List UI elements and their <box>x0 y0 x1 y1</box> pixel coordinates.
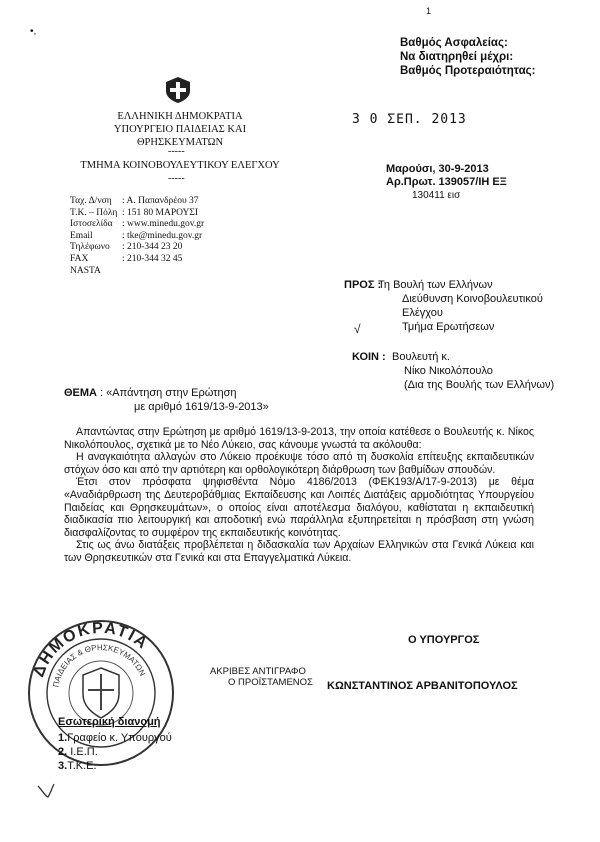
recipient-line: Τη Βουλή των Ελλήνων <box>378 279 493 291</box>
handwritten-mark-icon <box>36 782 56 800</box>
seal-outer-text: ΔΗΜΟΚΡΑΤΙΑ <box>30 619 152 680</box>
greek-emblem-icon <box>164 76 192 104</box>
contact-value: : Α. Παπανδρέου 37 <box>122 196 199 206</box>
priority-level: Βαθμός Προτεραιότητας: <box>400 65 536 77</box>
item-number: 3. <box>58 760 68 772</box>
copy-line: Βουλευτή κ. <box>392 351 450 363</box>
recipient-line: Τμήμα Ερωτήσεων <box>402 321 495 333</box>
subject-label: ΘΕΜΑ <box>64 387 97 399</box>
item-text: Τ.Κ.Ε. <box>67 760 97 772</box>
letter-body <box>64 426 534 565</box>
subject-block <box>64 386 269 414</box>
copy-line: Νίκο Νικολόπουλο <box>404 365 493 377</box>
contact-row <box>70 219 204 231</box>
contact-key: FAX <box>70 253 89 264</box>
separator-dashes: ----- <box>168 173 185 184</box>
contact-value: : 210-344 32 45 <box>122 253 183 264</box>
body-paragraph: Απαντώντας στην Ερώτηση με αριθμό 1619/13-9-2013, την οποία κατέθεσε ο Βουλευτής κ. Νίκος Νικολόπουλος, σχετικά με το Νέο Λύκειο, σας κάνουμε γνωστά τα ακόλουθα: <box>64 426 534 451</box>
list-item <box>58 731 172 745</box>
item-text: Ι.Ε.Π. <box>70 746 98 758</box>
place-date-block <box>386 163 507 202</box>
handwritten-check-mark: √ <box>354 322 361 336</box>
internal-distribution-list <box>58 731 172 773</box>
recipient-label: ΠΡΟΣ : <box>344 279 382 291</box>
contact-key: Email <box>70 230 93 241</box>
received-date-stamp: 3 0 ΣΕΠ. 2013 <box>352 112 467 127</box>
issuer-block <box>70 110 290 149</box>
list-item <box>58 759 172 773</box>
page-number-mark: 1 <box>426 6 432 16</box>
contact-value: : 210-344 23 20 <box>122 242 183 253</box>
protocol-incoming: 130411 εισ <box>412 190 461 201</box>
ministry-name: ΥΠΟΥΡΓΕΙΟ ΠΑΙΔΕΙΑΣ ΚΑΙ ΘΡΗΣΚΕΥΜΑΤΩΝ <box>113 124 247 148</box>
contact-key: NASTA <box>70 265 101 276</box>
recipient-line: Ελέγχου <box>402 307 443 319</box>
security-block <box>400 36 535 78</box>
recipient-lines <box>378 278 543 334</box>
department-name: ΤΜΗΜΑ ΚΟΙΝΟΒΟΥΛΕΥΤΙΚΟΥ ΕΛΕΓΧΟΥ <box>80 160 280 171</box>
seal-inner-text: ΠΑΙΔΕΙΑΣ & ΘΡΗΣΚΕΥΜΑΤΩΝ <box>51 642 148 688</box>
contact-row <box>70 208 204 220</box>
body-paragraph: Η αναγκαιότητα αλλαγών στο Λύκειο προέκυψε τόσο από τη δυσκολία επίτευξης εκπαιδευτικών στόχων όσο και από την αρτιότερη και ορθολογικότερη διάρθρωση των βαθμίδων σπουδών. <box>64 451 534 476</box>
separator-dashes: ----- <box>168 146 185 157</box>
minister-name: ΚΩΝΣΤΑΝΤΙΝΟΣ ΑΡΒΑΝΙΤΟΠΟΥΛΟΣ <box>327 680 518 692</box>
body-paragraph: Στις ως άνω διατάξεις προβλέπεται η διδασκαλία των Αρχαίων Ελληνικών στα Γενικά Λύκεια και των Θρησκευτικών στα Γενικά και στα Επαγγελματικά Λύκεια. <box>64 539 534 564</box>
item-text: Γραφείο κ. Υπουργού <box>67 732 172 744</box>
supervisor-line: Ο ΠΡΟΪΣΤΑΜΕΝΟΣ <box>228 677 313 688</box>
retain-until: Να διατηρηθεί μέχρι: <box>400 51 514 63</box>
contact-row <box>70 266 204 278</box>
security-classification: Βαθμός Ασφαλείας: <box>400 37 508 49</box>
copy-lines <box>392 350 554 392</box>
copy-line: (Δια της Βουλής των Ελλήνων) <box>404 379 555 391</box>
contact-details <box>70 196 204 277</box>
body-paragraph: Έτσι στον πρόσφατα ψηφισθέντα Νόμο 4186/2013 (ΦΕΚ193/Α/17-9-2013) με θέμα «Αναδιάρθρωση της Δευτεροβάθμιας Εκπαίδευσης και Λοιπές Διατάξεις αρμοδιότητας Υπουργείου Παιδείας και Θρησκευμάτων», ο οποίος είναι αποτέλεσμα διαλόγου, καθίσταται η εκπαιδευτική διαδικασία πιο λειτουργική και αποδοτική ενώ παράλληλα εξυπηρετείται η πρόσβαση στη γνώση διασφαλίζοντας το συμφέρον της εκπαιδευτικής κοινότητας. <box>64 476 534 539</box>
item-number: 2. <box>58 746 68 758</box>
contact-row <box>70 242 204 254</box>
contact-key: Τ.Κ. – Πόλη <box>70 207 118 218</box>
corner-mark: •, <box>30 26 37 37</box>
country-name: ΕΛΛΗΝΙΚΗ ΔΗΜΟΚΡΑΤΙΑ <box>117 111 243 122</box>
item-number: 1. <box>58 732 68 744</box>
certified-copy-block <box>210 666 313 688</box>
protocol-number: Αρ.Πρωτ. 139057/ΙΗ ΕΞ <box>386 176 507 188</box>
subject-line-1: : «Απάντηση στην Ερώτηση <box>100 387 237 399</box>
contact-key: Τηλέφωνο <box>70 242 110 253</box>
internal-distribution-title: Εσωτερική διανομή <box>58 716 161 728</box>
copy-label: ΚΟΙΝ : <box>352 351 386 363</box>
contact-value: : 151 80 ΜΑΡΟΥΣΙ <box>122 207 199 218</box>
contact-key: Ταχ. Δ/νση <box>70 196 112 206</box>
contact-row <box>70 254 204 266</box>
place-and-date: Μαρούσι, 30-9-2013 <box>386 163 489 175</box>
subject-line-2: με αριθμό 1619/13-9-2013» <box>134 401 269 413</box>
contact-value: : www.minedu.gov.gr <box>122 219 205 230</box>
contact-value <box>122 266 204 278</box>
list-item <box>58 745 172 759</box>
contact-row <box>70 196 204 208</box>
contact-key: Ιστοσελίδα <box>70 219 113 230</box>
minister-title: Ο ΥΠΟΥΡΓΟΣ <box>408 634 480 646</box>
recipient-line: Διεύθυνση Κοινοβουλευτικού <box>402 293 543 305</box>
certified-copy-line: ΑΚΡΙΒΕΣ ΑΝΤΙΓΡΑΦΟ <box>210 666 306 677</box>
contact-value: : tke@minedu.gov.gr <box>122 230 203 241</box>
contact-table <box>70 196 204 277</box>
contact-row <box>70 231 204 243</box>
